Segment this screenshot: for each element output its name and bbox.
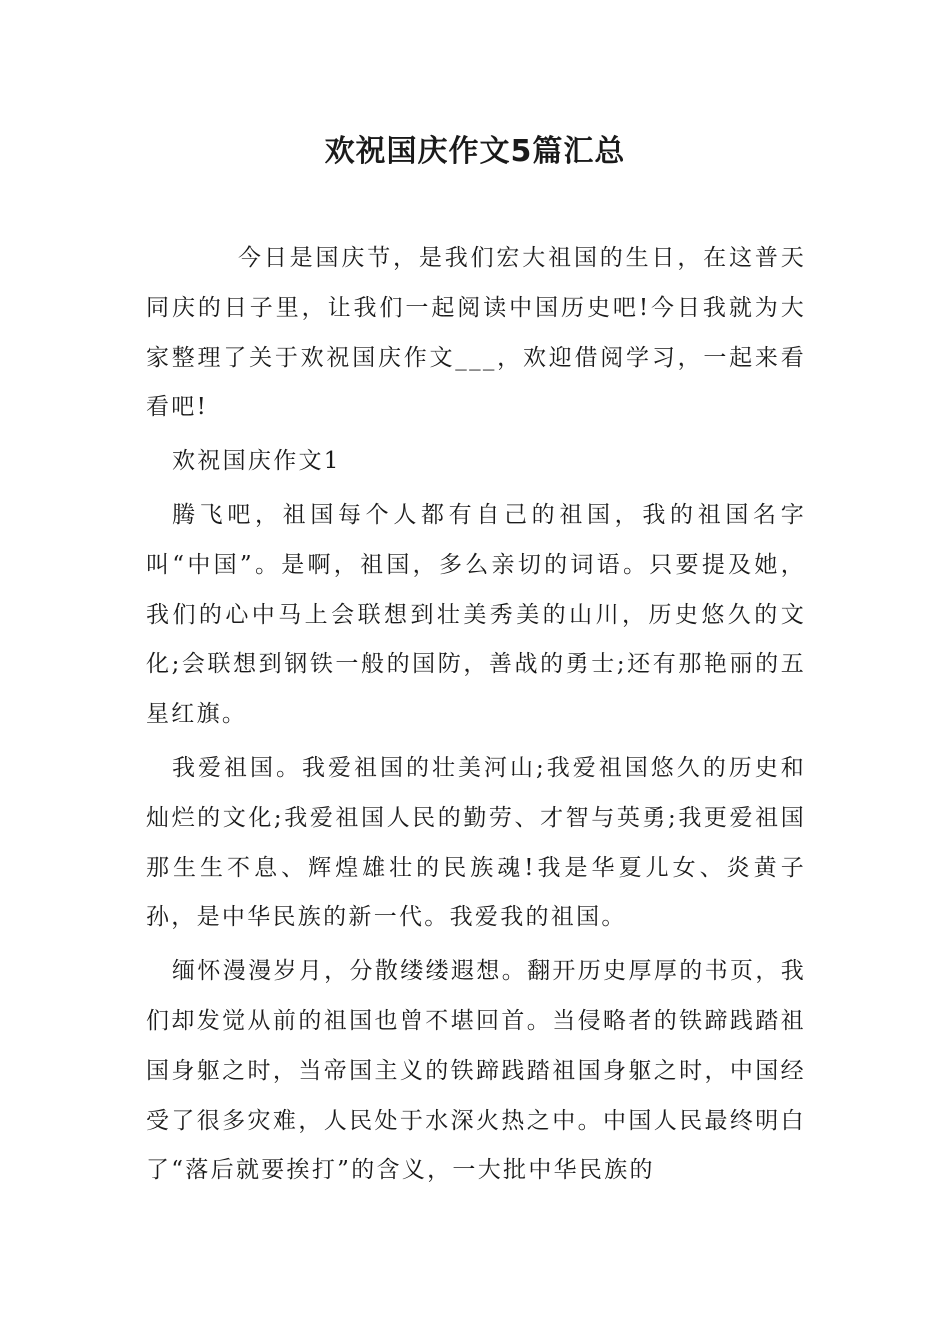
section-heading: 欢祝国庆作文1 <box>172 448 341 475</box>
document-title: 欢祝国庆作文5篇汇总 <box>324 134 626 169</box>
body-paragraph: 缅怀漫漫岁月，分散缕缕遐想。翻开历史厚厚的书页，我们却发觉从前的祖国也曾不堪回首。当侵略者的铁蹄践踏祖国身躯之时，当帝国主义的铁蹄践踏祖国身躯之时，中国经受了很多灾难，人民处于水深火热之中。中国人民最终明白了“落后就要挨打”的含义，一大批中华民族的 <box>146 958 806 1184</box>
intro-paragraph: 今日是国庆节，是我们宏大祖国的生日，在这普天同庆的日子里，让我们一起阅读中国历史吧!今日我就为大家整理了关于欢祝国庆作文___，欢迎借阅学习，一起来看看吧! <box>146 245 806 421</box>
body-paragraph: 我爱祖国。我爱祖国的壮美河山;我爱祖国悠久的历史和灿烂的文化;我爱祖国人民的勤劳、才智与英勇;我更爱祖国那生生不息、辉煌雄壮的民族魂!我是华夏儿女、炎黄子孙，是中华民族的新一代。我爱我的祖国。 <box>146 754 806 931</box>
body-paragraph: 腾飞吧，祖国每个人都有自己的祖国，我的祖国名字叫“中国”。是啊，祖国，多么亲切的词语。只要提及她，我们的心中马上会联想到壮美秀美的山川，历史悠久的文化;会联想到钢铁一般的国防，善战的勇士;还有那艳丽的五星红旗。 <box>146 501 806 728</box>
document-body <box>146 234 806 1200</box>
